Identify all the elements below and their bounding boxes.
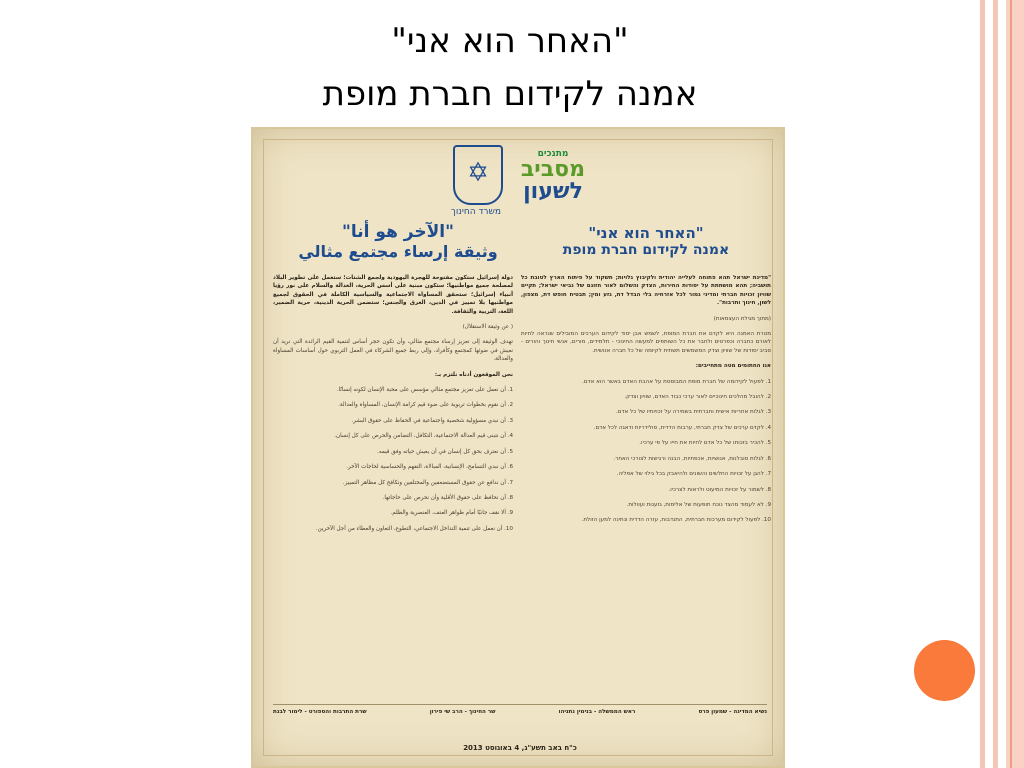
- signatures-row: [273, 709, 767, 715]
- arabic-heading: [283, 222, 513, 261]
- arabic-source: ( عن وثيقة الاستقلال): [462, 324, 513, 331]
- decor-stripe-3: [1006, 0, 1024, 768]
- hebrew-item: 3. לגלות אחריות אישית וחברתית בשמירה על זכויותיו של כל אדם.: [616, 409, 771, 416]
- arabic-commit-head: نحن الموقعون أدناه نلتزم بـ:: [434, 371, 513, 378]
- hebrew-intro: "מדינת ישראל תהא פתוחה לעלייה יהודית ולקיבוץ גלויות; תשקוד על פיתוח הארץ לטובת כל תושביה; תהא מושתתת על יסודות החירות, הצדק והשלום לאור חזונם של נביאי ישראל; תקיים שוויון זכויות חברתי ומדיני גמור לכל אזרחיה בלי הבדל דת, גזע ומין; תבטיח חופש דת, מצפון, לשון, חינוך ותרבות".: [521, 275, 771, 307]
- signature-president: נשיא המדינה - שמעון פרס: [698, 709, 767, 715]
- arabic-item: 5. أن نعترف بحق كل إنسان في أن يعيش حياته وفق قيمه.: [377, 448, 513, 455]
- logo-line1: מסביב: [520, 157, 585, 182]
- slide-title-line2: אמנה לקידום חברת מופת: [322, 74, 698, 114]
- arabic-para2: تهدف الوثيقة إلى تعزيز إرساء مجتمع مثالي، وأن تكون حجر أساس لتنمية القيم الرائدة التي نريد أن نعيش في ضوئها كمجتمع وكأفراد، وإلى ربط جميع الشركاء في العمل التربوي حول أساسات المساواة والعدالة.: [273, 339, 513, 363]
- signature-divider: [273, 704, 767, 705]
- arabic-item: 2. أن نقوم بخطوات تربوية على ضوء قيم كرامة الإنسان، المساواة والعدالة.: [338, 402, 513, 409]
- arabic-item: 3. أن نبدي مسؤولية شخصية واجتماعية في الحفاظ على حقوق البشر.: [351, 417, 513, 424]
- hebrew-source: (מתוך מגילת העצמאות): [713, 315, 771, 322]
- decor-stripe-1: [980, 0, 985, 768]
- hebrew-item: 4. לקדם ערכים של צדק חברתי, ערבות הדדית, סולידריות ודאגה לכל אדם.: [593, 424, 771, 431]
- arabic-item: 4. أن نتبنى قيم العدالة الاجتماعية، التكافل، التضامن والحرص على كل إنسان.: [334, 433, 513, 440]
- charter-document-image: [251, 127, 785, 768]
- arabic-items-list: [273, 386, 513, 533]
- hebrew-item: 7. להגן על זכויות החלשים והשונים ולהיאבק בכל גילוי של אפליה.: [616, 471, 771, 478]
- hebrew-item: 8. לשמור על זכויות המיעוט ולראות לצרכיו.: [668, 486, 771, 493]
- arabic-item: 1. أن نعمل على تعزيز مجتمع مثالي مؤسس على محبة الإنسان لكونه إنسانًا.: [336, 387, 513, 394]
- state-emblem-icon: ✡: [453, 145, 503, 205]
- hebrew-items-list: [521, 378, 771, 525]
- signature-prime-minister: ראש הממשלה - בנימין נתניהו: [558, 709, 636, 715]
- hebrew-item: 9. לא לעמוד מהצד נוכח תופעות של אלימות, גזענות ועוולות.: [626, 501, 771, 508]
- hebrew-item: 2. להובל מהלכים חינוכיים לאור ערכי כבוד האדם, שוויון וצדק.: [624, 394, 771, 401]
- arabic-item: 10. أن نعمل على تنمية التداخل الاجتماعي، التطوع، التعاون والعطاء من أجل الآخرين.: [315, 525, 513, 532]
- arabic-item: 6. أن نبدي التسامح، الإنسانية، المبالاة، التفهم والحساسية لحاجات الآخر.: [346, 464, 513, 471]
- slide-title-line1: "האחר הוא אני": [391, 21, 629, 61]
- ministry-label: משרד החינוך: [450, 207, 501, 217]
- arabic-item: 7. أن ندافع عن حقوق المستضعفين والمختلفين ونكافح كل مظاهر التمييز.: [342, 479, 513, 486]
- arabic-item: 9. ألا نقف جانبًا أمام ظواهر العنف، العنصرية والظلم.: [390, 510, 513, 517]
- decor-stripe-line: [1010, 0, 1012, 768]
- arabic-item: 8. أن نحافظ على حقوق الأقلية وأن نحرص على حاجاتها.: [382, 494, 513, 501]
- hebrew-para2: מטרת האמנה היא לקדם את חברת המופת, לשמש אבן יסוד לקידום הערכים המובילים שנראה לחיות לאורם כחברה וכפרטים ולחבר את כל השותפים למעשה החינוכי - תלמידים, מורים, אנשי חינוך והורים - סביב יסודות של שוויון וצדק המשמשים תשתית לקיומה של כל חברה אנושית.: [521, 331, 771, 354]
- hebrew-item: 5. להכיר בזכותו של כל אדם לחיות את חייו על פי ערכיו.: [639, 440, 771, 447]
- program-logo: [521, 149, 585, 205]
- signature-education-minister: שר החינוך - הרב שי פירון: [429, 709, 496, 715]
- decor-stripe-2: [993, 0, 998, 768]
- hebrew-text-column: [521, 274, 771, 694]
- hebrew-heading: [531, 224, 761, 258]
- logo-line2: לשעון: [523, 179, 583, 204]
- hebrew-commit-head: אנו החתומים מטה מתחייבים:: [695, 363, 771, 370]
- arabic-title: "الآخر هو أنا": [342, 222, 454, 242]
- arabic-text-column: [273, 274, 513, 694]
- hebrew-subtitle: אמנה לקידום חברת מופת: [562, 242, 730, 258]
- hebrew-title: "האחר הוא אני": [588, 224, 704, 242]
- arabic-subtitle: وثيقة إرساء مجتمع مثالي: [298, 242, 498, 261]
- document-date: כ"ח באב תשע"ג, 4 באוגוסט 2013: [463, 744, 577, 752]
- decor-orange-dot: [914, 640, 975, 701]
- hebrew-item: 6. לגלות סובלנות, אנושיות, אכפתיות, הבנה ורגישות לצורכי האחר.: [613, 455, 771, 462]
- hebrew-item: 1. לפעול לקידומה של חברת מופת המבוססת על אהבת האדם באשר הוא אדם.: [582, 378, 771, 385]
- arabic-intro: دولة إسرائيل ستكون مفتوحة للهجرة اليهودية ولجمع الشتات؛ ستعمل على تطوير البلاد لمصلحة جميع مواطنيها؛ ستكون مبنية على أسس الحرية، العدالة والسلام على نور رؤيا أنبياء إسرائيل؛ ستحقق المساواة الاجتماعية والسياسية الكاملة في الحقوق لجميع مواطنيها بلا تمييز في الدين، العرق والجنس؛ ستضمن الحرية الدينية، حرية الضمير، اللغة، التربية والثقافة.: [273, 275, 513, 315]
- signature-culture-minister: שרת התרבות והספורט - לימור לבנת: [273, 709, 367, 715]
- logo-small-text: מתנכים: [537, 149, 569, 159]
- hebrew-item: 10. לפעול לקידום מערכות חברתית, התנדבות, עזרה הדדית ונתינה למען הזולת.: [581, 517, 771, 524]
